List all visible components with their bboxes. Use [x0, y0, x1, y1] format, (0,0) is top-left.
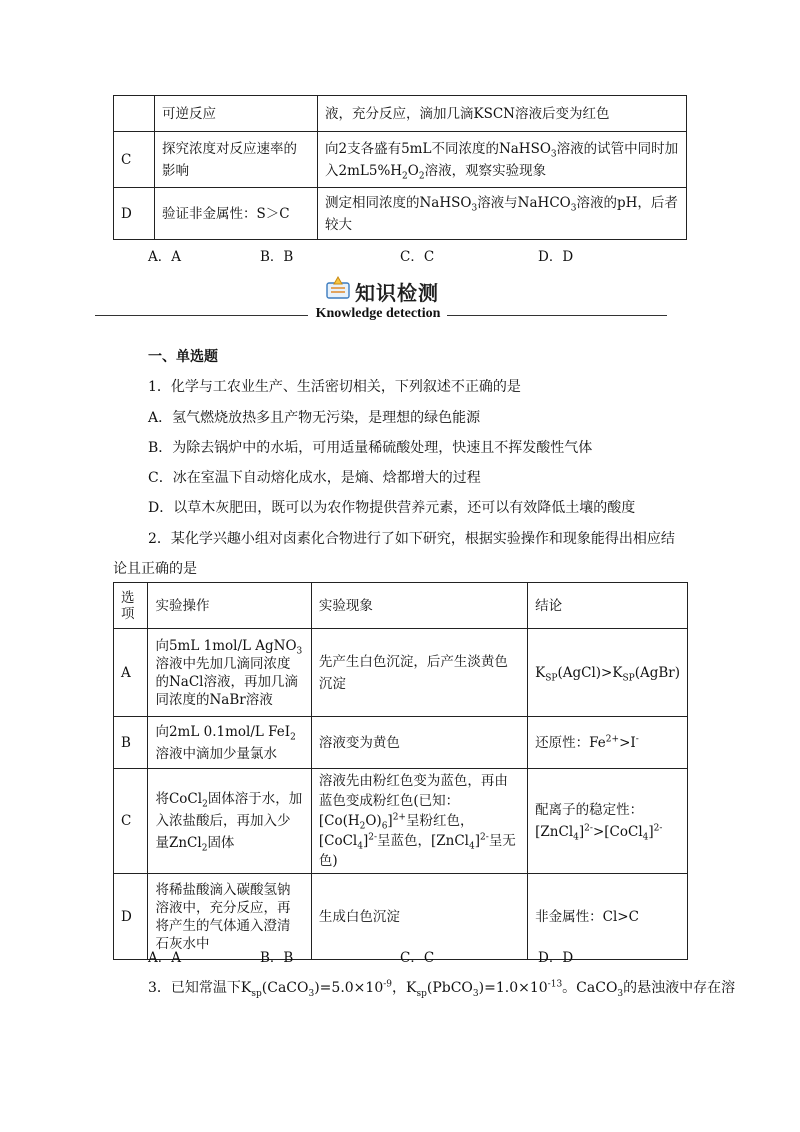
row-purpose: 可逆反应: [155, 96, 318, 132]
row-operation: 测定相同浓度的NaHSO$_3$溶液与NaHCO$_3$溶液的pH，后者较大: [318, 188, 687, 240]
q1-option-b: B．为除去锅炉中的水垢，可用适量稀硫酸处理，快速且不挥发酸性气体: [148, 440, 593, 456]
table-row: [114, 132, 687, 188]
row-option: A: [114, 629, 148, 717]
option-a: A．A: [148, 249, 181, 265]
banner-title: 知识检测: [355, 281, 439, 305]
header-option: 选项: [114, 583, 148, 629]
row-option: B: [114, 717, 148, 769]
header-conclusion: 结论: [528, 583, 688, 629]
row-phenomenon: 先产生白色沉淀，后产生淡黄色沉淀: [311, 629, 527, 717]
table-header-row: [114, 583, 688, 629]
row-conclusion: 配离子的稳定性： [ZnCl$_4$]$^{2-}$>[CoCl$_4$]$^{2-}$: [528, 769, 688, 874]
header-phenomenon: 实验现象: [311, 583, 527, 629]
row-phenomenon: 生成白色沉淀: [311, 874, 527, 960]
row-operation: 将稀盐酸滴入碳酸氢钠溶液中，充分反应，再将产生的气体通入澄清石灰水中: [148, 874, 311, 960]
table-row: [114, 629, 688, 717]
q1-option-c: C．冰在室温下自动熔化成水，是熵、焓都增大的过程: [148, 470, 481, 486]
top-table: [113, 95, 687, 240]
row-label: C: [114, 132, 155, 188]
row-conclusion: $K_{SP}(AgCl)>K_{SP}(AgBr)$: [528, 629, 688, 717]
row-label: D: [114, 188, 155, 240]
option-c: C．C: [400, 249, 435, 265]
row-conclusion: 非金属性：Cl>C: [528, 874, 688, 960]
row-label: [114, 96, 155, 132]
row-operation: 向2mL 0.1mol/L FeI$_2$溶液中滴加少量氯水: [148, 717, 311, 769]
q2-stem-line2: 论且正确的是: [113, 561, 197, 577]
option-b: B．B: [260, 950, 294, 966]
row-conclusion: 还原性：$Fe^{2+}>I^-$: [528, 717, 688, 769]
option-d: D．D: [538, 950, 574, 966]
q1-stem: 1．化学与工农业生产、生活密切相关，下列叙述不正确的是: [148, 379, 521, 395]
row-option: C: [114, 769, 148, 874]
q2-stem-line1: 2．某化学兴趣小组对卤素化合物进行了如下研究，根据实验操作和现象能得出相应结: [148, 531, 675, 547]
section-title: 一、单选题: [148, 349, 218, 365]
q2-table: [113, 582, 688, 960]
row-operation: 将CoCl$_2$固体溶于水，加入浓盐酸后，再加入少量ZnCl$_2$固体: [148, 769, 311, 874]
option-b: B．B: [260, 249, 294, 265]
option-a: A．A: [148, 950, 181, 966]
option-c: C．C: [400, 950, 435, 966]
banner-rule-left: [95, 315, 308, 316]
q1-option-d: D．以草木灰肥田，既可以为农作物提供营养元素，还可以有效降低土壤的酸度: [148, 500, 636, 516]
banner-rule-right: [447, 315, 667, 316]
row-purpose: 验证非金属性：S＞C: [155, 188, 318, 240]
row-option: D: [114, 874, 148, 960]
row-phenomenon: 溶液变为黄色: [311, 717, 527, 769]
row-purpose: 探究浓度对反应速率的影响: [155, 132, 318, 188]
table-row: [114, 769, 688, 874]
row-operation: 液，充分反应，滴加几滴KSCN溶液后变为红色: [318, 96, 687, 132]
row-operation: 向5mL 1mol/L AgNO$_3$溶液中先加几滴同浓度的NaCl溶液，再加几滴同浓度的NaBr溶液: [148, 629, 311, 717]
header-operation: 实验操作: [148, 583, 311, 629]
table-row: [114, 717, 688, 769]
option-d: D．D: [538, 249, 574, 265]
q1-option-a: A．氢气燃烧放热多且产物无污染，是理想的绿色能源: [148, 410, 481, 426]
q3-stem: 3．已知常温下$K_{sp}(CaCO_3)=5.0\times 10^{-9}$，$K_{sp}(PbCO_3)=1.0\times 10^{-13}$。CaCO$_3$的悬浊液中存在溶: [148, 979, 736, 999]
banner-icon: [325, 275, 351, 301]
table-row: [114, 96, 687, 132]
row-operation: 向2支各盛有5mL不同浓度的NaHSO$_3$溶液的试管中同时加入$2mL5\%H_2O_2$溶液，观察实验现象: [318, 132, 687, 188]
row-phenomenon: 溶液先由粉红色变为蓝色，再由蓝色变成粉红色(已知：$[Co(H_2O)_6]^{2+}$呈粉红色，[CoCl$_4$]$^{2-}$呈蓝色，[ZnCl$_4$]$^{2-}$呈无色): [311, 769, 527, 874]
banner-subtitle: Knowledge detection: [315, 306, 441, 321]
table-row: [114, 188, 687, 240]
